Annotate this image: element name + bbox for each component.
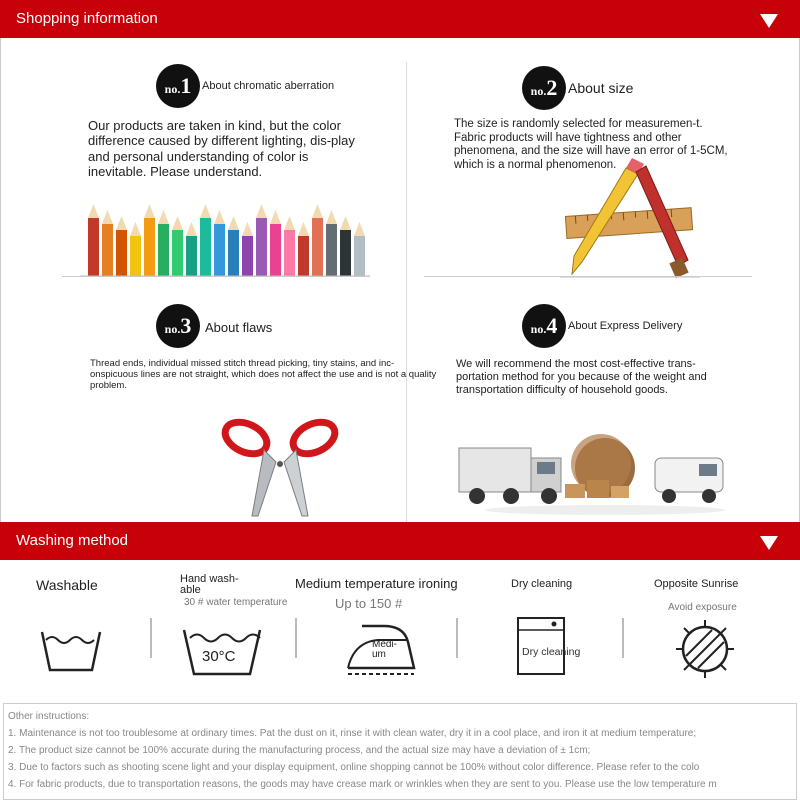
washing-method-header — [0, 522, 800, 560]
badge-4: no.4 — [522, 304, 566, 348]
wash-label-ironing: Medium temperature ironing — [295, 576, 458, 591]
pencil-tip — [102, 210, 113, 224]
wash-label-dry: Dry cleaning — [511, 578, 573, 590]
pencil — [256, 218, 267, 276]
pencil-tip — [312, 204, 323, 218]
badge-3: no.3 — [156, 304, 200, 348]
scissors-image — [220, 416, 340, 520]
pencil-tip — [340, 216, 351, 230]
pencil — [186, 236, 197, 276]
block-3-text: Thread ends, individual missed stitch thread picking, tiny stains, and inc-onspicuous lines are not straight, which does not affect the use and is not a quality problem. — [90, 358, 437, 392]
pencil — [214, 224, 225, 276]
pencil-tip — [326, 210, 337, 224]
colored-pencils-image — [80, 186, 370, 280]
block-4-text: We will recommend the most cost-effective trans-portation method for you because of the weight and transportation difficulty of household goods. — [456, 358, 707, 396]
pencil — [130, 236, 141, 276]
pencil-tip — [242, 222, 253, 236]
block-1-label: About chromatic aberration — [202, 80, 335, 92]
pencil — [326, 224, 337, 276]
pencil-tip — [214, 210, 225, 224]
badge-1: no.1 — [156, 64, 200, 108]
wash-label-washable: Washable — [36, 577, 98, 593]
iron-label: Medi-um — [372, 639, 398, 660]
washable-icon — [40, 628, 102, 674]
pencil — [116, 230, 127, 276]
pencil-tip — [116, 216, 127, 230]
divider-2 — [424, 276, 752, 277]
block-4-label: About Express Delivery — [568, 320, 683, 332]
pencil-tip — [200, 204, 211, 218]
wash-separator — [456, 618, 458, 658]
pencil-tip — [228, 216, 239, 230]
notes-heading: Other instructions: — [8, 711, 90, 722]
pencil-tip — [172, 216, 183, 230]
pencil-tip — [256, 204, 267, 218]
pencil — [172, 230, 183, 276]
collapse-arrow-icon[interactable] — [760, 536, 778, 550]
pencil — [102, 224, 113, 276]
delivery-trucks-image — [455, 434, 735, 520]
pencil-tip — [284, 216, 295, 230]
wash-separator — [622, 618, 624, 658]
pencil — [158, 224, 169, 276]
pencil-tip — [88, 204, 99, 218]
block-2-label: About size — [568, 80, 634, 96]
wash-label-hand: Hand wash-able — [180, 573, 239, 596]
pencil — [242, 236, 253, 276]
wash-sub-sun: Avoid exposure — [668, 602, 737, 613]
block-1-text: Our products are taken in kind, but the color difference caused by different lighting, dis-play and personal understanding of color is inevitable. Please understand. — [88, 118, 355, 179]
washing-method-title: Washing method — [16, 532, 129, 549]
pencil-ruler-image — [560, 150, 700, 280]
wash-separator — [150, 618, 152, 658]
pencil — [144, 218, 155, 276]
shopping-info-title: Shopping information — [16, 10, 158, 27]
pencil-tip — [144, 204, 155, 218]
hand-wash-temp: 30°C — [202, 648, 236, 665]
divider-1 — [62, 276, 370, 277]
wash-label-sun: Opposite Sunrise — [654, 578, 739, 590]
pencil-tip — [270, 210, 281, 224]
notes-line: 1. Maintenance is not too troublesome at ordinary times. Pat the dust on it, rinse it with clean water, dry it in a cool place, and iron it at medium temperature; — [8, 728, 697, 739]
pencil-tip — [354, 222, 365, 236]
wash-sub-hand: 30 # water temperature — [184, 597, 288, 608]
pencil-tip — [158, 210, 169, 224]
badge-2: no.2 — [522, 66, 566, 110]
notes-line: 4. For fabric products, due to transportation reasons, the goods may have crease mark or wrinkles when they are sent to you. Please use the low temperature m — [8, 779, 717, 790]
other-instructions-box — [3, 703, 797, 800]
block-2-text: The size is randomly selected for measuremen-t. Fabric products will have tightness and other phenomena, and the size will have an error of 1-5CM, which is a normal phenomenon. — [454, 118, 728, 171]
block-3-label: About flaws — [205, 320, 273, 335]
pencil — [298, 236, 309, 276]
avoid-sun-icon — [674, 618, 736, 680]
pencil-tip — [130, 222, 141, 236]
pencil — [312, 218, 323, 276]
pencil-tip — [298, 222, 309, 236]
wash-sub-ironing: Up to 150 # — [335, 596, 403, 611]
pencil — [270, 224, 281, 276]
pencil — [340, 230, 351, 276]
collapse-arrow-icon[interactable] — [760, 14, 778, 28]
notes-line: 2. The product size cannot be 100% accurate during the manufacturing process, and the actual size may have a deviation of ± 1cm; — [8, 745, 591, 756]
pencil — [354, 236, 365, 276]
panel-divider — [406, 62, 407, 522]
pencil — [228, 230, 239, 276]
pencil — [88, 218, 99, 276]
dry-clean-label: Dry cleaning — [522, 646, 581, 658]
pencil — [200, 218, 211, 276]
pencil — [284, 230, 295, 276]
wash-separator — [295, 618, 297, 658]
shopping-info-header — [0, 0, 800, 38]
pencil-tip — [186, 222, 197, 236]
notes-line: 3. Due to factors such as shooting scene light and your display equipment, online shopping cannot be 100% without color difference. Please refer to the colo — [8, 762, 700, 773]
